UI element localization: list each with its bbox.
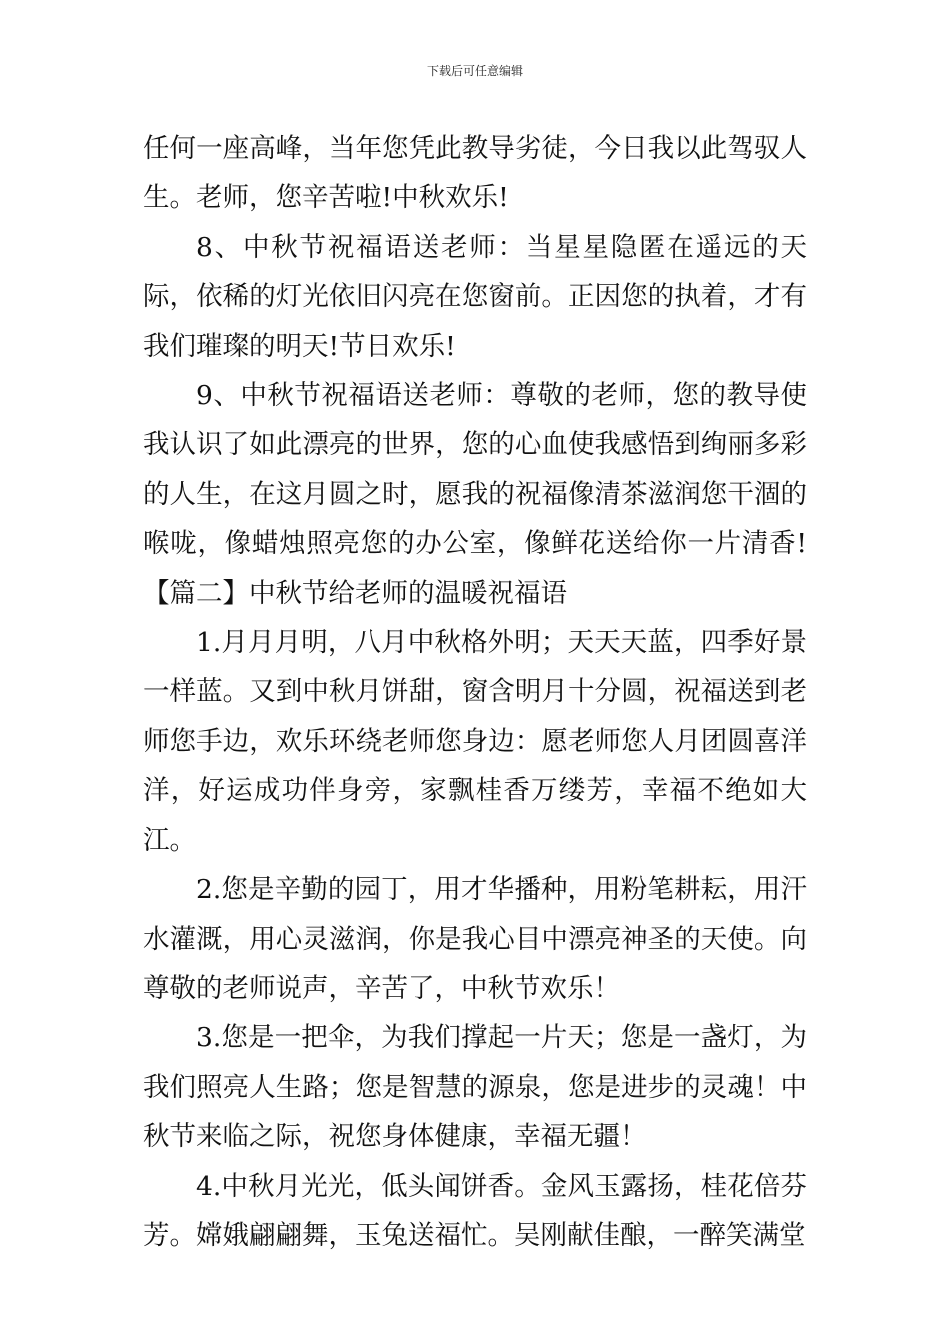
paragraph-item-9: 9、中秋节祝福语送老师：尊敬的老师，您的教导使我认识了如此漂亮的世界，您的心血使我感悟到绚丽多彩的人生，在这月圆之时，愿我的祝福像清茶滋润您干涸的喉咙，像蜡烛照亮您的办公室，像鲜花送给你一片清香!【篇二】中秋节给老师的温暖祝福语: [143, 380, 807, 609]
paragraph-item-4: 4.中秋月光光，低头闻饼香。金风玉露扬，桂花倍芬芳。嫦娥翩翩舞，玉兔送福忙。吴刚献佳酿，一醉笑满堂: [143, 1170, 807, 1251]
paragraph-item-1: 1.月月月明，八月中秋格外明；天天天蓝，四季好景一样蓝。又到中秋月饼甜，窗含明月十分圆，祝福送到老师您手边，欢乐环绕老师您身边：愿老师您人月团圆喜洋洋，好运成功伴身旁，家飘桂香万缕芳，幸福不绝如大江。: [143, 627, 807, 856]
paragraph-item-2: 2.您是辛勤的园丁，用才华播种，用粉笔耕耘，用汗水灌溉，用心灵滋润，你是我心目中漂亮神圣的天使。向尊敬的老师说声，辛苦了，中秋节欢乐！: [143, 874, 807, 1004]
paragraph-item-8: 8、中秋节祝福语送老师：当星星隐匿在遥远的天际，依稀的灯光依旧闪亮在您窗前。正因您的执着，才有我们璀璨的明天!节日欢乐!: [143, 231, 807, 362]
paragraph-continuation: 任何一座高峰，当年您凭此教导劣徒，今日我以此驾驭人生。老师，您辛苦啦!中秋欢乐!: [143, 133, 807, 214]
document-body: [143, 124, 807, 1260]
page-header: 下载后可任意编辑: [426, 64, 523, 78]
paragraph-item-3: 3.您是一把伞，为我们撑起一片天；您是一盏灯，为我们照亮人生路；您是智慧的源泉，您是进步的灵魂！中秋节来临之际，祝您身体健康，幸福无疆！: [143, 1022, 807, 1153]
